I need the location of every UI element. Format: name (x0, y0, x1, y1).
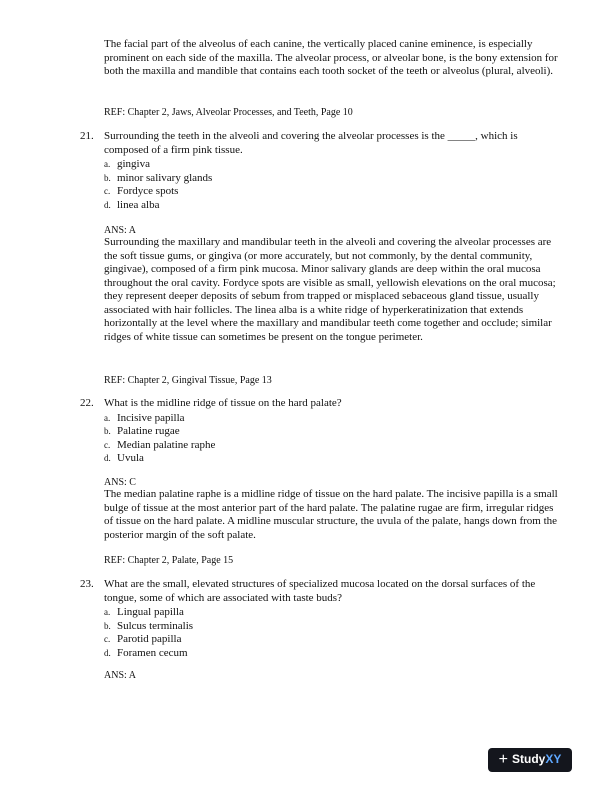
question-22-explanation: The median palatine raphe is a midline ridge of tissue on the hard palate. The incisive papilla is a small bulge of tissue at the most anterior part of the hard palate. The palatine rugae are firm, irregular ridges of tissue on the hard palate. A midline muscular structure, the uvula of the palate, hangs down from the posterior margin of the soft palate. (104, 488, 558, 541)
option-c: c. Median palatine raphe (104, 438, 216, 451)
option-c: c. Parotid papilla (104, 633, 182, 645)
option-a: a. Lingual papilla (104, 606, 184, 618)
logo-text: StudyXY (511, 752, 562, 767)
question-21-ref: REF: Chapter 2, Gingival Tissue, Page 13 (104, 375, 272, 386)
option-d: d. Uvula (104, 452, 144, 464)
question-21-answer: ANS: A (104, 225, 136, 236)
option-d: d. linea alba (104, 198, 160, 211)
question-23-options (104, 606, 564, 660)
question-22-number: 22. (80, 397, 94, 409)
intro-ref: REF: Chapter 2, Jaws, Alveolar Processes, and Teeth, Page 10 (104, 107, 353, 118)
question-21-explanation: Surrounding the maxillary and mandibular teeth in the alveoli and covering the alveolar processes are the soft tissue gums, or gingiva (or more accurately, but not commonly, by the dental community, gingivae), composed of a firm pink mucosa. Minor salivary glands are deep within the oral mucosa throughout the oral cavity. Fordyce spots are visible as small, yellowish elevations on the oral mucosa; they represent deeper deposits of sebum from trapped or misplaced sebaceous gland tissue, usually associated with hair follicles. The linea alba is a white ridge of hyperkeratinization that extends horizontally at the level where the maxillary and mandibular teeth come together and occlude; similar ridges of white tissue can sometimes be present on the tongue perimeter. (104, 236, 556, 343)
option-b: b. minor salivary glands (104, 171, 213, 184)
question-23-number: 23. (80, 578, 94, 590)
question-22-answer: ANS: C (104, 477, 136, 488)
studyxy-logo[interactable] (488, 748, 572, 772)
question-23-text: What are the small, elevated structures of specialized mucosa located on the dorsal surfaces of the tongue, some of which are associated with taste buds? (104, 578, 536, 604)
question-21 (104, 130, 564, 212)
plus-icon: + (498, 751, 508, 768)
question-23 (104, 578, 564, 660)
option-c: c. Fordyce spots (104, 185, 179, 197)
question-22-text: What is the midline ridge of tissue on the hard palate? (104, 397, 342, 409)
question-23-answer: ANS: A (104, 670, 136, 681)
option-b: b. Sulcus terminalis (104, 619, 194, 632)
option-a: a. gingiva (104, 158, 150, 170)
intro-explanation: The facial part of the alveolus of each canine, the vertically placed canine eminence, is especially prominent on each side of the maxilla. The alveolar process, or alveolar bone, is the bony extension for both the maxilla and mandible that contains each tooth socket of the teeth or alveolus (plural, alveoli). (104, 38, 558, 77)
question-22-options (104, 412, 564, 466)
option-a: a. Incisive papilla (104, 411, 185, 424)
option-d: d. Foramen cecum (104, 646, 188, 659)
question-21-options (104, 158, 564, 212)
question-22 (104, 397, 564, 466)
option-b: b. Palatine rugae (104, 425, 180, 437)
question-21-text: Surrounding the teeth in the alveoli and covering the alveolar processes is the _____, which is composed of a firm pink tissue. (104, 130, 518, 156)
question-22-ref: REF: Chapter 2, Palate, Page 15 (104, 555, 234, 566)
question-21-number: 21. (80, 130, 94, 142)
